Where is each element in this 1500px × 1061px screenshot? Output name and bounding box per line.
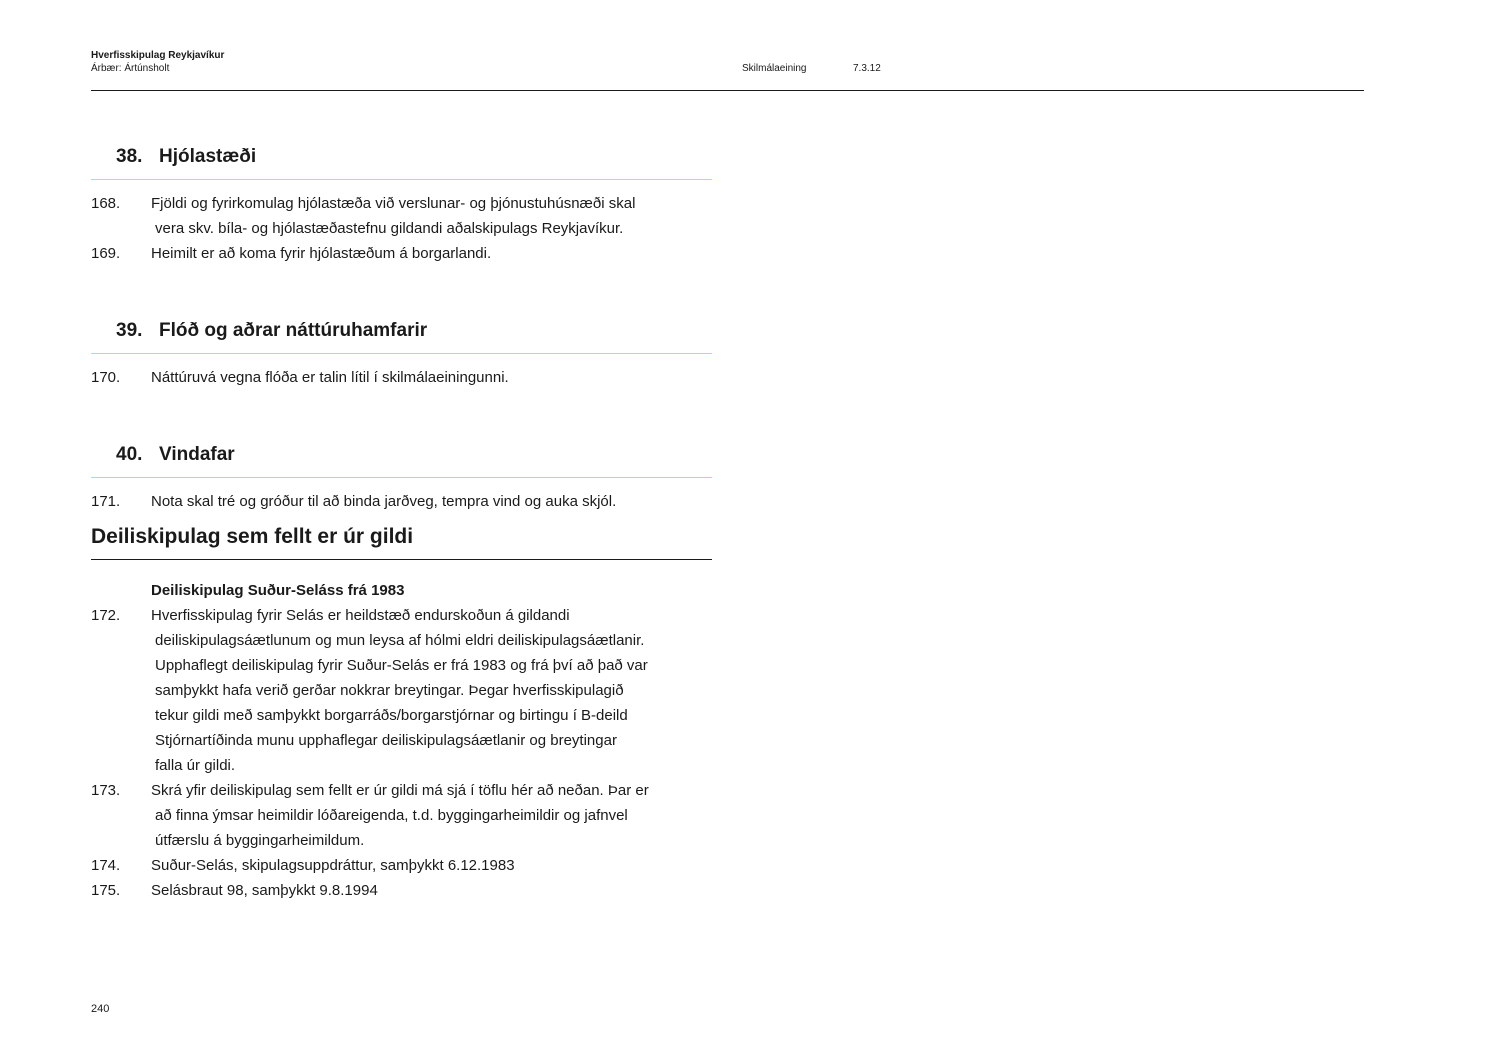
repealed-list [91,603,712,903]
section [91,314,712,390]
item-text-line: Náttúruvá vegna flóða er talin lítil í skilmálaeiningunni. [151,369,509,386]
sections-container [91,140,712,514]
section-number: 39. [116,320,143,341]
item-text-line: samþykkt hafa verið gerðar nokkrar breytingar. Þegar hverfisskipulagið [155,682,624,699]
item-text-line: Selásbraut 98, samþykkt 9.8.1994 [151,882,378,899]
item-text-line: tekur gildi með samþykkt borgarráðs/borgarstjórnar og birtingu í B-deild [155,707,628,724]
section-heading [91,314,712,354]
section-title: Vindafar [159,444,235,465]
section [91,438,712,514]
item-text-line: Stjórnartíðinda munu upphaflegar deiliskipulagsáætlanir og breytingar [155,732,617,749]
list-item [91,241,712,266]
repealed-heading: Deiliskipulag sem fellt er úr gildi [91,522,712,560]
section-items [91,354,712,390]
item-text [151,603,701,778]
list-item [91,489,712,514]
item-text-line: falla úr gildi. [155,757,236,774]
unit-label: Skilmálaeining [742,63,807,74]
item-text [151,365,701,390]
item-text-line: Heimilt er að koma fyrir hjólastæðum á borgarlandi. [151,245,492,262]
section-title: Hjólastæði [159,146,257,167]
document-subtitle: Árbær: Ártúnsholt [91,63,170,74]
item-text [151,853,701,878]
item-number: 173. [91,782,121,799]
item-number: 168. [91,195,121,212]
item-text [151,191,701,241]
document-title: Hverfisskipulag Reykjavíkur [91,50,225,61]
item-text [151,778,701,853]
item-text-line: Suður-Selás, skipulagsuppdráttur, samþykkt 6.12.1983 [151,857,515,874]
item-text [151,241,701,266]
item-text-line: að finna ýmsar heimildir lóðareigenda, t.d. byggingarheimildir og jafnvel [155,807,628,824]
item-number: 175. [91,882,121,899]
item-text-line: vera skv. bíla- og hjólastæðastefnu gildandi aðalskipulags Reykjavíkur. [155,220,624,237]
item-text-line: deiliskipulagsáætlunum og mun leysa af hólmi eldri deiliskipulagsáætlanir. [155,632,645,649]
list-item [91,853,712,878]
item-text [151,878,701,903]
section-items [91,478,712,514]
list-item [91,878,712,903]
section-heading [91,140,712,180]
page-content [91,140,712,903]
list-item [91,603,712,778]
section-title: Flóð og aðrar náttúruhamfarir [159,320,428,341]
list-item [91,365,712,390]
item-number: 169. [91,245,121,262]
item-number: 171. [91,493,121,510]
page-header [91,50,1364,91]
item-text-line: Hverfisskipulag fyrir Selás er heildstæð endurskoðun á gildandi [151,607,570,624]
section-spacer [91,390,712,438]
item-text-line: útfærslu á byggingarheimildum. [155,832,365,849]
page-number: 240 [91,1003,110,1015]
item-text-line: Nota skal tré og gróður til að binda jarðveg, tempra vind og auka skjól. [151,493,617,510]
item-text-line: Upphaflegt deiliskipulag fyrir Suður-Selás er frá 1983 og frá því að það var [155,657,648,674]
list-item [91,778,712,853]
item-text-line: Fjöldi og fyrirkomulag hjólastæða við verslunar- og þjónustuhúsnæði skal [151,195,636,212]
item-text-line: Skrá yfir deiliskipulag sem fellt er úr gildi má sjá í töflu hér að neðan. Þar er [151,782,649,799]
repealed-subheading: Deiliskipulag Suður-Seláss frá 1983 [151,582,405,599]
section-spacer [91,266,712,314]
section-items [91,180,712,266]
unit-number: 7.3.12 [853,63,881,74]
section-number: 38. [116,146,143,167]
list-item [91,191,712,241]
section [91,140,712,266]
section-heading [91,438,712,478]
item-text [151,489,701,514]
item-number: 174. [91,857,121,874]
item-number: 170. [91,369,121,386]
section-number: 40. [116,444,143,465]
item-number: 172. [91,607,121,624]
